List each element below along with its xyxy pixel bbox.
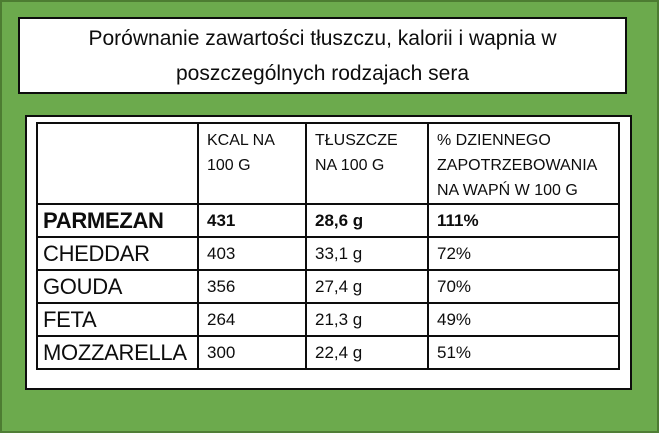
cell-gouda-fat: 27,4 g <box>306 270 428 303</box>
cell-feta-name: FETA <box>37 303 198 336</box>
cell-gouda-name: GOUDA <box>37 270 198 303</box>
table-row-parmezan <box>37 204 619 237</box>
cheese-comparison-table <box>36 122 620 370</box>
table-row-mozzarella <box>37 336 619 369</box>
cell-mozzarella-calcium: 51% <box>428 336 619 369</box>
cell-mozzarella-fat: 22,4 g <box>306 336 428 369</box>
table-row-cheddar <box>37 237 619 270</box>
cell-mozzarella-kcal: 300 <box>198 336 306 369</box>
table-row-gouda <box>37 270 619 303</box>
col-header-kcal: KCAL NA 100 G <box>198 123 306 204</box>
cell-parmezan-calcium: 111% <box>428 204 619 237</box>
cell-cheddar-fat: 33,1 g <box>306 237 428 270</box>
table-panel <box>25 115 632 390</box>
title-line-2: poszczególnych rodzajach sera <box>176 61 469 85</box>
title-line-1: Porównanie zawartości tłuszczu, kalorii i wapnia w <box>88 26 557 50</box>
cell-gouda-kcal: 356 <box>198 270 306 303</box>
col-header-empty <box>37 123 198 204</box>
cell-cheddar-name: CHEDDAR <box>37 237 198 270</box>
title-box <box>18 17 627 94</box>
cell-parmezan-kcal: 431 <box>198 204 306 237</box>
col-header-fat: TŁUSZCZE NA 100 G <box>306 123 428 204</box>
header-row <box>37 123 619 204</box>
cell-cheddar-kcal: 403 <box>198 237 306 270</box>
cell-feta-fat: 21,3 g <box>306 303 428 336</box>
col-header-calcium: % DZIENNEGO ZAPOTRZEBOWANIA NA WAPŃ W 100 G <box>428 123 619 204</box>
table-row-feta <box>37 303 619 336</box>
cell-parmezan-fat: 28,6 g <box>306 204 428 237</box>
cell-cheddar-calcium: 72% <box>428 237 619 270</box>
cell-feta-calcium: 49% <box>428 303 619 336</box>
cell-gouda-calcium: 70% <box>428 270 619 303</box>
cell-feta-kcal: 264 <box>198 303 306 336</box>
cell-parmezan-name: PARMEZAN <box>37 204 198 237</box>
cell-mozzarella-name: MOZZARELLA <box>37 336 198 369</box>
